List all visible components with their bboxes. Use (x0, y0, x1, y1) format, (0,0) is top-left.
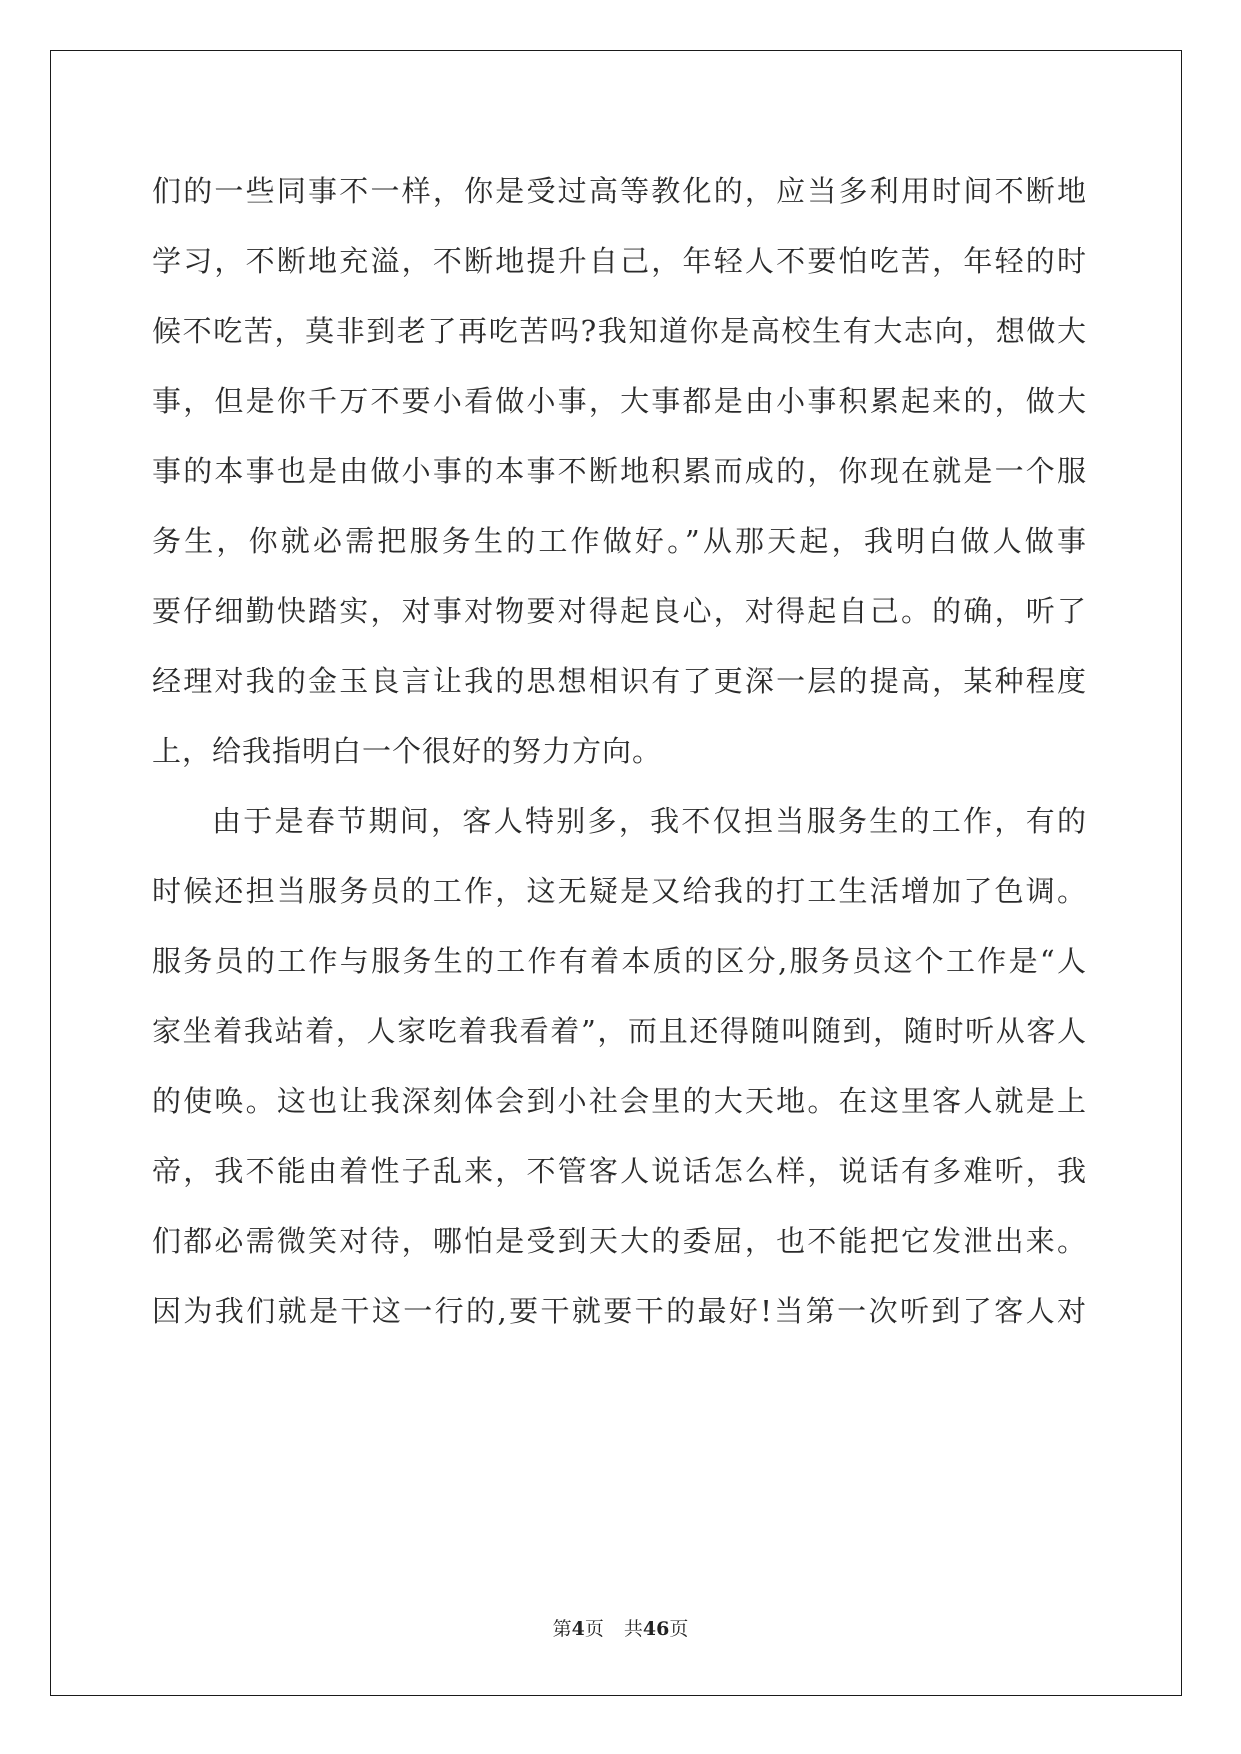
text-line: 经理对我的金玉良言让我的思想相识有了更深一层的提高，某种程度 (152, 664, 1087, 698)
text-line: 帝，我不能由着性子乱来，不管客人说话怎么样，说话有多难听，我 (152, 1154, 1087, 1188)
total-suffix: 页 (669, 1618, 689, 1640)
text-line: 们都必需微笑对待，哪怕是受到天大的委屈，也不能把它发泄出来。 (152, 1224, 1087, 1258)
total-pages: 46 (642, 1618, 670, 1640)
document-body (152, 156, 1087, 1346)
text-line: 候不吃苦，莫非到老了再吃苦吗?我知道你是高校生有大志向，想做大 (152, 314, 1087, 348)
page-footer (0, 1614, 1241, 1641)
text-line: 由于是春节期间，客人特别多，我不仅担当服务生的工作，有的 (212, 804, 1087, 838)
text-line: 事，但是你千万不要小看做小事，大事都是由小事积累起来的，做大 (152, 384, 1087, 418)
page-number: 4 (571, 1618, 585, 1640)
text-line: 们的一些同事不一样，你是受过高等教化的，应当多利用时间不断地 (152, 174, 1087, 208)
total-prefix: 共 (623, 1618, 643, 1640)
text-line: 要仔细勤快踏实，对事对物要对得起良心，对得起自己。的确，听了 (152, 594, 1087, 628)
text-line: 家坐着我站着，人家吃着我看着”，而且还得随叫随到，随时听从客人 (152, 1014, 1087, 1048)
text-line: 时候还担当服务员的工作，这无疑是又给我的打工生活增加了色调。 (152, 874, 1087, 908)
text-line: 服务员的工作与服务生的工作有着本质的区分,服务员这个工作是“人 (152, 944, 1087, 978)
text-line: 上，给我指明白一个很好的努力方向。 (152, 734, 663, 768)
text-line: 学习，不断地充溢，不断地提升自己，年轻人不要怕吃苦，年轻的时 (152, 244, 1087, 278)
text-line: 的使唤。这也让我深刻体会到小社会里的大天地。在这里客人就是上 (152, 1084, 1087, 1118)
paragraph (152, 156, 1087, 786)
page-suffix: 页 (584, 1618, 604, 1640)
text-line: 事的本事也是由做小事的本事不断地积累而成的，你现在就是一个服 (152, 454, 1087, 488)
page-prefix: 第 (552, 1618, 572, 1640)
paragraph (152, 786, 1087, 1346)
text-line: 务生，你就必需把服务生的工作做好。”从那天起，我明白做人做事 (152, 524, 1087, 558)
text-line: 因为我们就是干这一行的,要干就要干的最好!当第一次听到了客人对 (152, 1294, 1087, 1328)
